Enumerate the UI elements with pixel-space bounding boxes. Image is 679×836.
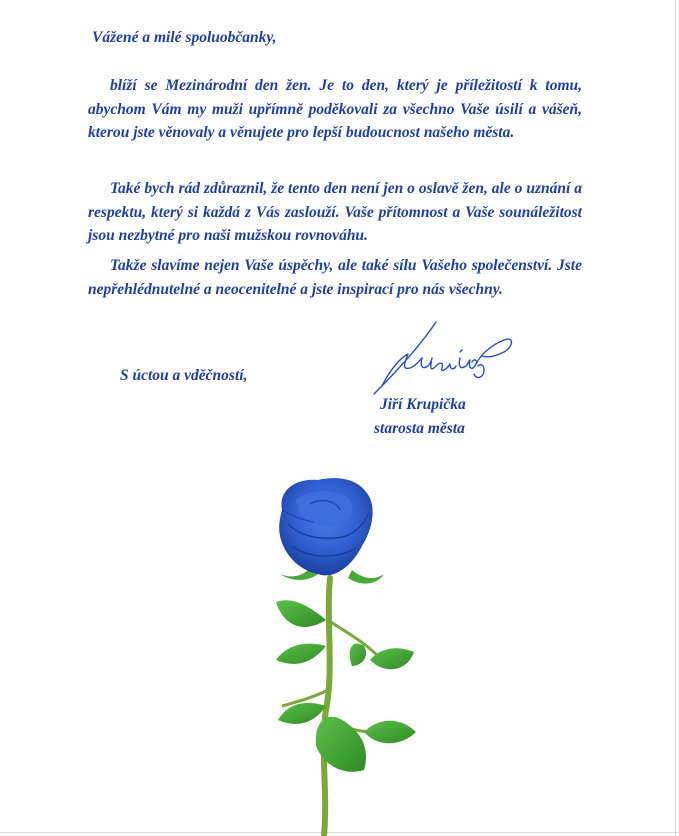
handwritten-signature	[364, 318, 520, 400]
paragraph-3: Takže slavíme nejen Vaše úspěchy, ale také sílu Vašeho společenství. Jste nepřehlédnutelné a neocenitelné a jste inspirací pro nás všechny.	[88, 257, 582, 298]
signer-name: Jiří Krupička	[380, 396, 466, 413]
leaf	[276, 644, 326, 664]
paragraph-2: Také bych rád zdůraznil, že tento den není jen o oslavě žen, ale o uznání a respektu, který si každá z Vás zaslouží. Vaše přítomnost a Vaše sounáležitost jsou nezbytné pro naši mužskou rovnováhu.	[88, 180, 582, 244]
blue-rose-image	[252, 470, 430, 836]
page-edge-right	[675, 0, 676, 836]
closing: S úctou a vděčností,	[120, 367, 248, 384]
signer-title: starosta města	[374, 420, 465, 437]
leaf	[350, 643, 366, 666]
salutation: Vážené a milé spoluobčanky,	[92, 29, 277, 46]
leaf	[276, 600, 326, 627]
leaf	[364, 721, 416, 744]
leaf	[370, 648, 414, 669]
paragraph-1: blíží se Mezinárodní den žen. Je to den, který je příležitostí k tomu, abychom Vám my muži upřímně poděkovali za všechno Vaše úsilí a vášeň, kterou jste věnovaly a věnujete pro lepší budoucnost našeho města.	[88, 77, 582, 141]
